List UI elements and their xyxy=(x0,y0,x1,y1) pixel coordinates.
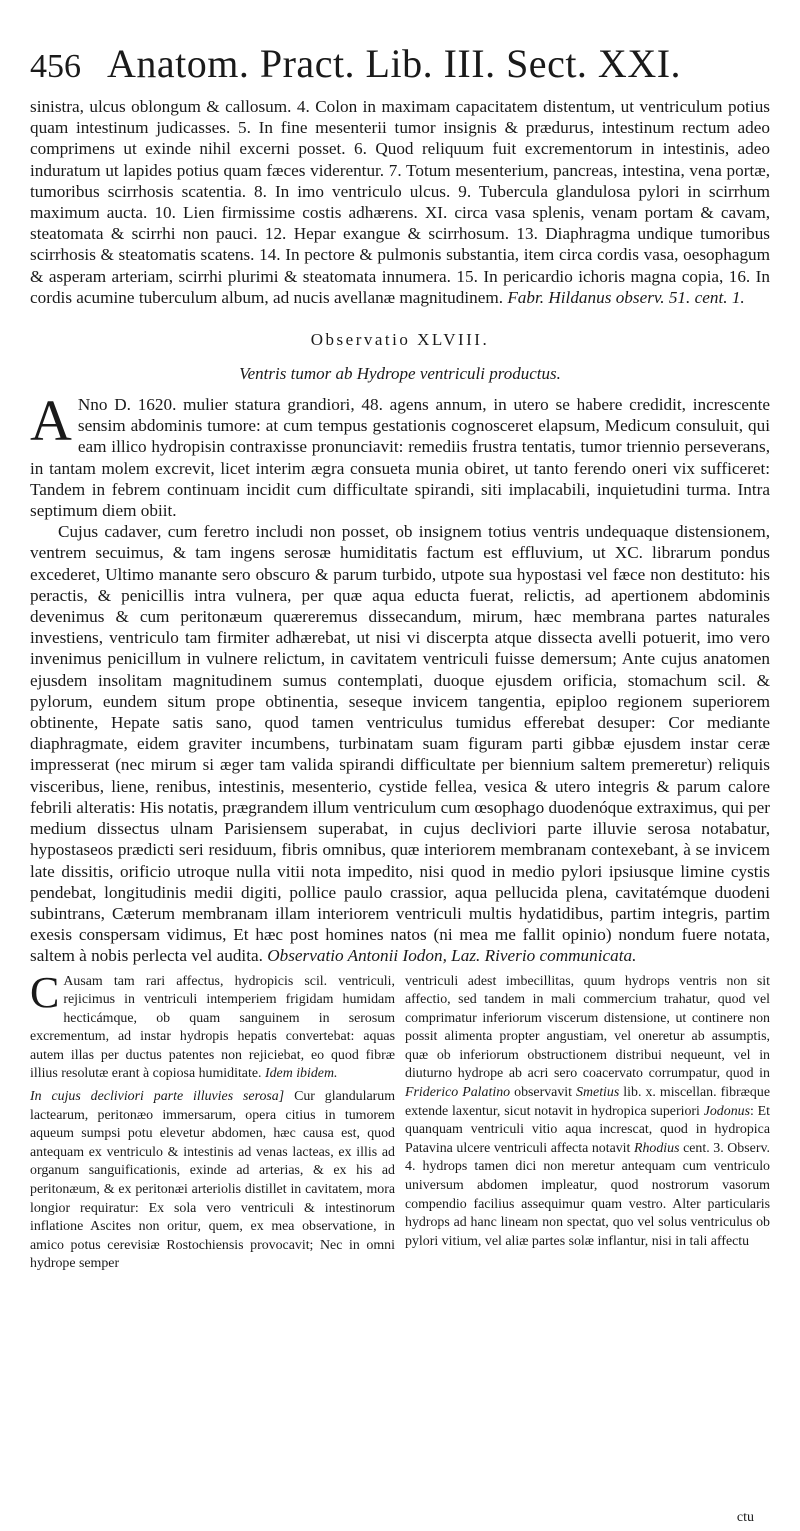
left-note-1 xyxy=(30,967,395,1085)
page-header xyxy=(30,40,770,96)
two-column-notes xyxy=(30,967,770,1275)
first-paragraph-text: Nno D. 1620. mulier statura grandiori, 48. agens annum, in utero se habere credidit, increscente sensim abdominis tumore: at cum tempus gestationis cognosceret elapsum, Medicum consuluit, qui eam illico hydropisin contraxisse pronunciavit: remediis frustra tentatis, tumor triennio perseverans, in tantam molem excrevit, licet interim ægra consueta munia obiret, ut tanto ferendo oneri vix sufficeret: Tandem in febrem continuam incidit cum difficultate spirandi, siti implacabili, inquietudini turma. Intra septimum diem obiit. xyxy=(30,395,770,521)
intro-paragraph xyxy=(30,96,770,308)
right-note-name-b: Smetius xyxy=(576,1085,620,1101)
drop-cap: A xyxy=(30,388,72,454)
right-note-name-a: Friderico Palatino xyxy=(405,1085,511,1101)
right-note-text-a: ventriculi adest imbecillitas, quum hydrops ventris non sit affectio, sed tandem in mali commercium trahatur, quod vel comprimatur inferiorum viscerum distensione, ut continere non possit alimenta propter angustiam, vel oneretur ab assumptis, quæ ob inferiorum obstructionem distribui nequeunt, vel in diuturno hydrope ab acri sero coacervato corrumpatur, quod in xyxy=(405,973,770,1082)
left-note-1-citation: Idem ibidem. xyxy=(264,1066,338,1082)
intro-text: sinistra, ulcus oblongum & callosum. 4. Colon in maximam capacitatem distentum, ut ventriculum potius quam intestinum judicasses. 5. In fine mesenterii tumor insignis & prædurus, intestinum rectum adeo comprimens ut exinde nihil excerni posset. 6. Quod reliquum fuit excrementorum in intestinis, adeo induratum ut lapides potius quam fæces viderentur. 7. Totum mesenterium, pancreas, intestina, vena portæ, tumoribus scirrhosis scatentia. 8. In imo ventriculo ulcus. 9. Tubercula glandulosa pylori in scirrhum maximum aucta. 10. Lien firmissime costis adhærens. XI. circa vasa splenis, venam portam & cavam, steatomata & scirrhi non pauci. 12. Hepar exangue & scirrhosum. 13. Diaphragma undique tumoribus scirrhosis & steatomatis scatens. 14. In pectore & pulmonis substantia, item circa cordis vasa, oesophagum & asperam arteriam, scirrhi plurimi & steatomata innumera. 15. In pericardio ichoris magna copia, 16. In cordis acumine tuberculum album, ad nucis avellanæ magnitudinem. xyxy=(30,97,770,307)
intro-citation: Fabr. Hildanus observ. 51. cent. 1. xyxy=(507,287,745,307)
left-note-1-text: Ausam tam rari affectus, hydropicis scil. ventriculi, rejicimus in ventriculi intemperiem frigidam humidam hecticámque, ob quam sanguinem in serosum excrementum, ad instar hydropis hepatis convertebat: aquas autem illas per ductus patentes non rejiciebat, eo quod fibræ illius resolutæ erant à copiosa humiditate. xyxy=(30,973,395,1082)
catchword: ctu xyxy=(736,1510,754,1525)
right-note-text-e: cent. 3. Observ. 4. hydrops tamen dici non meretur antequam cum ventriculo universum abdomen impleatur, quod nostrorum vasorum compendio facilius assequimur quam vestro. xyxy=(405,1140,770,1212)
left-column xyxy=(30,967,395,1275)
right-note-text-f: Alter particularis hydrops ad hanc lineam non spectat, quo vel solus ventriculus ob pylori vitium, vel aliæ partes solæ inflantur, nisi in tali affectu xyxy=(405,1196,770,1249)
observation-subtitle: Ventris tumor ab Hydrope ventriculi productus. xyxy=(239,364,561,384)
observation-title: Observatio XLVIII. xyxy=(310,330,490,350)
second-paragraph-text: Cujus cadaver, cum feretro includi non posset, ob insignem totius ventris undequaque distensionem, ventrem secuimus, & tam ingens serosæ humiditatis factum est effluvium, ut XC. librarum pondus excederet, Ultimo manante sero obscuro & parum turbido, utpote sua hypostasi vel fæce non destituto: his peractis, & penicillis intra vulnera, per quæ aqua educta fuerat, relictis, ad apertionem abdominis devenimus & cum peritonæum quæreremus dissecandum, mirum, hæc membrana partes naturales investiens, ventriculo tam firmiter adhærebat, ut nisi vi discerpta atque dissecta avelli potuerit, imo vero invenimus penicillum in vulnere relictum, in cavitatem ventriculi fuisse demersum; Ante cujus anatomen ejusdem insolitam magnitudinem sumus contemplati, duoque ejusdem orificia, stomachum scil. & pylorum, eundem situm prope obtinentia, seseque invicem tangentia, epiploo regionem superiorem obtinente, Hepate satis sano, quod tamen ventriculus tumidus efferebat desuper: Cor mediante diaphragmate, eidem graviter incumbens, turbinatam suam figuram parti gibbæ ejusdem instar ceræ impresserat (nec mirum si æger tam valida spirandi difficultate per biennium saltem premeretur) reliquis visceribus, liene, renibus, intestinis, mesenterio, cystide fellea, vesica & utero integris & parum calore febrili alteratis: His notatis, prægrandem illum ventriculum cum œsophago duodenóque extraximus, qui per medium dissectus ulnam Parisiensem superabat, in cujus decliviori parte illuvie serosa notabatur, hypostaseos prædicti seri residuum, fibris omnibus, quæ interiorem membranam contexebant, à se invicem late dissitis, orificio utroque nulla vitii nota impedito, nisi quod in medio pylori ipsiusque limine cystis pendebat, longitudinis medii digiti, pollice paulo crassior, aqua pellucida plena, cavitatémque duodeni subintrans, Cæterum membranam illam interiorem ventriculi multis hydatidibus, partim integris, partim exesis conspersam vidimus, Et hæc post homines natos (ni mea me fallit opinio) nondum fuere notata, saltem à nobis perlecta vel audita. xyxy=(30,522,770,966)
drop-cap-small: C xyxy=(30,967,60,1017)
left-note-2 xyxy=(30,1088,395,1274)
first-paragraph xyxy=(30,388,770,521)
left-note-2-lemma: In cujus decliviori parte illuvies serosa] xyxy=(30,1089,285,1105)
right-note xyxy=(405,973,770,1252)
running-title: Anatom. Pract. Lib. III. Sect. XXI. xyxy=(107,41,682,86)
right-note-name-c: Jodonus xyxy=(703,1103,750,1119)
right-note-text-c: lib. x. miscellan. fibræque extende laxentur, sicut notavit in hydropica superiori xyxy=(405,1085,770,1119)
second-paragraph xyxy=(30,521,770,966)
right-note-name-d: Rhodius xyxy=(633,1140,680,1156)
left-note-2-text: Cur glandularum lactearum, peritonæo immersarum, opera citius in tumorem aqueum sumpsi potu elevetur abdomen, hæc causa est, quod antequam ex ventriculo & intestinis ad venas lacteas, ex illis ad organum sanguificationis, exinde ad arterias, & ex his ad peritonæum, & ex peritonæi arteriolis distillet in cavitatem, mora longior requiratur: Ex sola vero ventriculi & intestinorum inflatione Ascites non oritur, quem, ex mea observatione, in amico potus cerevisiæ Rostochiensis provocavit; Nec in omni hydrope semper xyxy=(30,1089,395,1272)
right-note-text-d: : Et quanquam ventriculi vitio aqua increscat, quod in hydropica Patavina ulcere ventriculi affecta notavit xyxy=(405,1103,770,1156)
right-note-text-b: observavit xyxy=(514,1085,573,1101)
right-column xyxy=(405,973,770,1275)
page-number: 456 xyxy=(30,48,81,85)
second-paragraph-citation: Observatio Antonii Iodon, Laz. Riverio communicata. xyxy=(267,946,637,966)
